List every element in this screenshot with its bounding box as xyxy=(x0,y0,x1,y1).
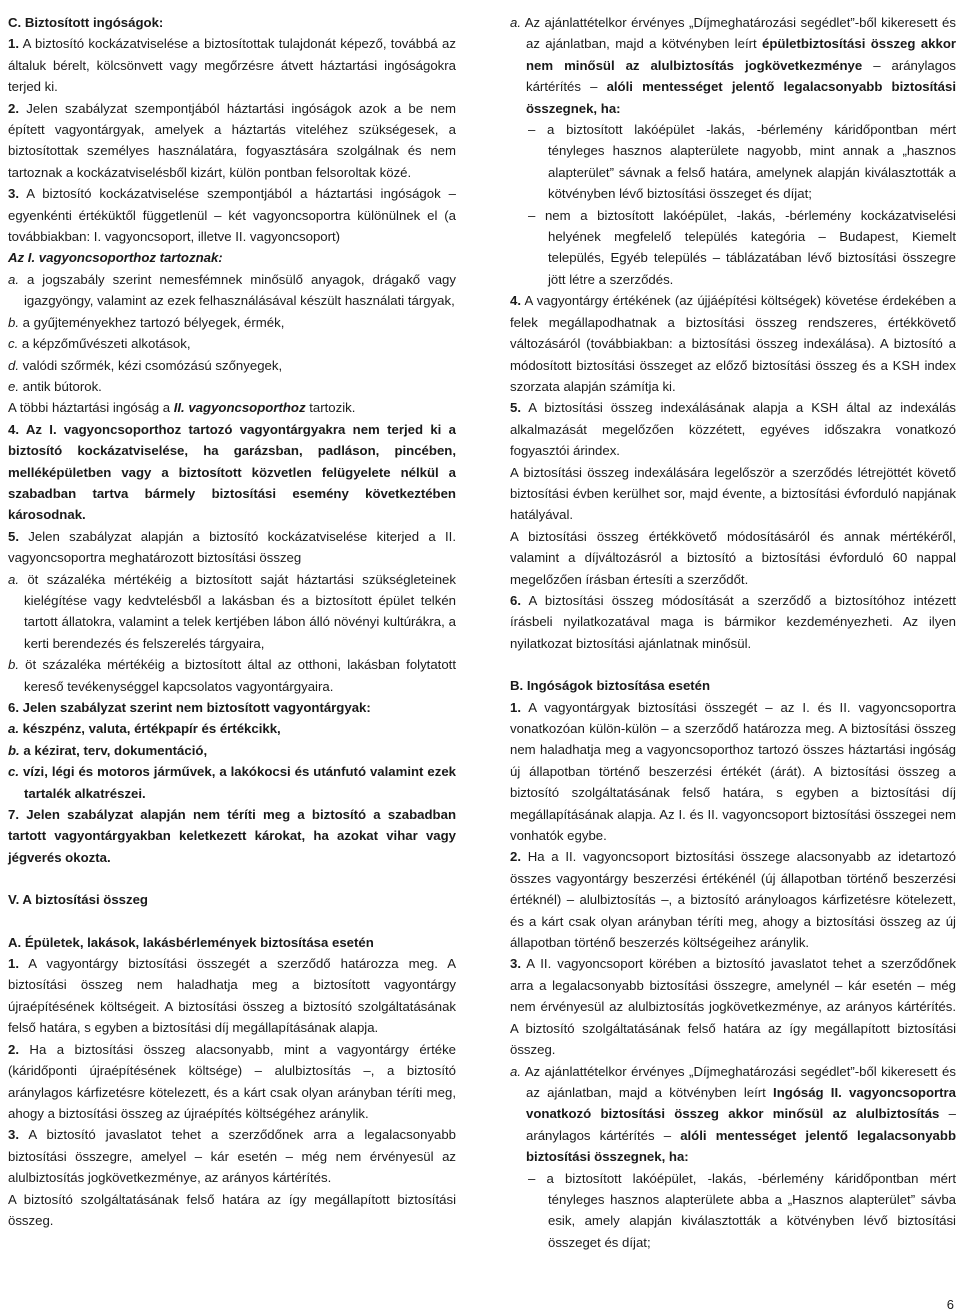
paragraph xyxy=(510,205,956,291)
paragraph xyxy=(8,697,456,718)
paragraph xyxy=(510,119,956,205)
text-run: 2. xyxy=(8,1041,19,1057)
text-run: 1. xyxy=(510,699,521,715)
paragraph xyxy=(510,462,956,526)
paragraph xyxy=(510,846,956,953)
text-run: a képzőművészeti alkotások, xyxy=(18,336,191,352)
paragraph xyxy=(8,953,456,1039)
text-run: A biztosítási összeg indexálásának alapja a KSH által az indexálás alkalmazását megelőzően közzétett, egyéves időszakra vonatkozó fogyasztói árindex. xyxy=(510,400,956,459)
paragraph xyxy=(510,1061,956,1168)
text-run: Ingóság II. vagyoncsoportra vonatkozó biztosítási összeg akkor minősül az alulbiztosítás xyxy=(526,1084,956,1122)
text-run: C. Biztosított ingóságok: xyxy=(8,15,164,30)
left-column xyxy=(8,12,456,1231)
paragraph xyxy=(510,290,956,397)
paragraph xyxy=(8,183,456,247)
text-run: Az ajánlattételkor érvényes „Díjmeghatározási segédlet”-ből kikeresett és az ajánlatban, majd a kötvényben leírt xyxy=(521,15,956,52)
section-heading xyxy=(8,889,456,910)
page-number: 6 xyxy=(946,1297,954,1312)
paragraph xyxy=(8,526,456,569)
text-run: 2. xyxy=(510,849,521,865)
text-run: A többi háztartási ingóság a xyxy=(8,400,174,416)
text-run: 6. xyxy=(510,592,521,608)
text-run: antik bútorok. xyxy=(19,378,102,394)
paragraph xyxy=(8,1124,456,1188)
text-run: A biztosító kockázatviselése a biztosítottak tulajdonát képező, továbbá az általuk bérelt, kölcsönvett vagy megőrzésre átvett háztartási ingóságokra terjed ki. xyxy=(8,36,456,95)
text-run: vízi, légi és motoros járművek, a lakókocsi és utánfutó valamint ezek tartalék alkatrészei. xyxy=(19,764,456,801)
paragraph xyxy=(510,697,956,847)
text-run: 4. Az I. vagyoncsoporthoz tartozó vagyontárgyakra nem terjed ki a biztosító kockázatviselése, ha garázsban, padláson, pincében, melléképületben vagy a biztosított közvetlen felügyelete nélkül a szabadban tartva bármely biztosítási esemény következtében károsodnak. xyxy=(8,421,456,523)
text-run: 3. xyxy=(8,1127,19,1143)
text-run: c. xyxy=(8,764,19,780)
text-run: 5. xyxy=(510,400,521,416)
paragraph xyxy=(8,269,456,312)
paragraph xyxy=(8,376,456,397)
spacer xyxy=(510,654,956,675)
text-run: a. xyxy=(8,271,19,287)
text-run: A biztosítási összeg értékkövető módosításáról és annak mértékéről, valamint a díjváltozásról a biztosító a biztosítási évforduló 60 nappal megelőzően írásban értesíti a szerződőt. xyxy=(510,528,956,587)
text-run: A II. vagyoncsoport körében a biztosító javaslatot tehet a szerződőnek arra a legalacsonyabb biztosítási összegre, amelynél – kár esetén – még nem érvényesül az alulbiztosítás jogkövetkezménye, az arányos kártérítés. A biztosító szolgáltatásának felső határa az így megállapított biztosítási összeg. xyxy=(510,956,956,1058)
paragraph xyxy=(8,761,456,804)
paragraph xyxy=(510,1168,956,1254)
paragraph xyxy=(510,12,956,119)
text-run: alóli mentességet jelentő legalacsonyabb biztosítási összegnek, ha: xyxy=(526,79,956,116)
paragraph xyxy=(8,654,456,697)
text-run: 1. xyxy=(8,36,19,52)
text-run: Ha a II. vagyoncsoport biztosítási összege alacsonyabb az idetartozó összes vagyontárgy beszerzési értékénél (új állapotban történő beszerzési értéknél) – alulbiztosítás –, a biztosító arányloagos kárfizetésre kötelezett, és a kárt csak olyan arányban téríti meg, ahogy a biztosítási összeg az új állapotban történő beszerzés költségeihez aránylik. xyxy=(510,849,956,951)
text-run: 4. xyxy=(510,293,521,309)
spacer xyxy=(8,868,456,889)
text-run: – aránylagos kártérítés – xyxy=(526,1106,957,1143)
text-run: 3. xyxy=(510,956,521,972)
paragraph xyxy=(8,718,456,739)
text-run: c. xyxy=(8,336,19,352)
text-run: Az ajánlattételkor érvényes „Díjmeghatározási segédlet”-ből kikeresett és az ajánlatban, majd a kötvényben leírt xyxy=(521,1063,956,1100)
paragraph xyxy=(8,740,456,761)
text-run: – nem a biztosított lakóépület, -lakás, -bérlemény kockázatviselési helyének megfelelő település kategória – Budapest, Kiemelt település, Egyéb település – táblázatában lévő biztosítási összegre jött létre a szerződés. xyxy=(528,207,956,287)
text-run: – aránylagos kártérítés – xyxy=(526,57,956,95)
text-run: A vagyontárgyak biztosítási összegét – az I. és II. vagyoncsoportra vonatkozóan külön-külön – a szerződő határozza meg. A biztosítási összeg nem haladhatja meg a vagyoncsoporthoz tartozó összes háztartási ingóság új állapotban történő beszerzési értékét (árát). A biztosítási összeg a biztosító szolgáltatásának felső határa, s egyben a biztosítási díj megállapításának alapja. Az I. és II. vagyoncsoport biztosítási összegei nem vonhatók egybe. xyxy=(510,699,956,844)
paragraph xyxy=(8,419,456,526)
text-run: a kézirat, terv, dokumentáció, xyxy=(19,742,208,758)
text-run: A vagyontárgy biztosítási összegét a szerződő határozza meg. A biztosítási összeg nem haladhatja meg a biztosított vagyontárgy újraépítésének költségeit. A biztosítási összeg a biztosító szolgáltatásának felső határa, s egyben a biztosítási díj megállapításának alapja. xyxy=(8,956,456,1036)
section-heading xyxy=(8,12,456,33)
paragraph xyxy=(8,333,456,354)
paragraph xyxy=(8,1189,456,1232)
text-run: a. xyxy=(510,1063,521,1079)
paragraph xyxy=(8,355,456,376)
text-run: – a biztosított lakóépület -lakás, -bérlemény káridőpontban mért tényleges hasznos alapterülete nagyobb, mint annak a „hasznos alapterület” sávnak a felső határa, amelynek alapján kiválasztották a kötvényben lévő biztosítási összeget és díjat; xyxy=(528,122,956,202)
text-run: – a biztosított lakóépület, -lakás, -bérlemény káridőpontban mért tényleges hasznos alapterülete abba a „Hasznos alapterület” sávba esik, amely alapján kiválasztották a kötvényben lévő biztosítási összeget és díjat; xyxy=(528,1170,956,1250)
text-run: d. xyxy=(8,357,19,373)
paragraph xyxy=(510,526,956,590)
text-run: 3. xyxy=(8,186,19,202)
paragraph xyxy=(510,397,956,461)
text-run: Jelen szabályzat alapján a biztosító kockázatviselése kiterjed a II. vagyoncsoportra meghatározott biztosítási összeg xyxy=(8,528,456,566)
text-run: 6. Jelen szabályzat szerint nem biztosított vagyontárgyak: xyxy=(8,700,371,715)
text-run: b. xyxy=(8,657,19,673)
text-run: Jelen szabályzat szempontjából háztartási ingóságok azok a be nem épített vagyontárgyak, amelyek a háztartás viteléhez szükségesek, a biztosítottak személyes használatára, fogyasztására szolgálnak és nem tartoznak a kockázatviselésből kizárt, külön pontban felsoroltak közé. xyxy=(8,100,456,180)
text-run: 2. xyxy=(8,100,19,116)
text-run: A biztosító javaslatot tehet a szerződőnek arra a legalacsonyabb biztosítási összegre, amelyel – kár esetén – még nem érvényesül az alulbiztosítás jogkövetkezménye, az arányos kártérítés. xyxy=(8,1127,456,1186)
spacer xyxy=(8,911,456,932)
text-run: b. xyxy=(8,742,20,758)
text-run: A. Épületek, lakások, lakásbérlemények biztosítása esetén xyxy=(8,934,374,950)
paragraph xyxy=(8,569,456,655)
text-run: 1. xyxy=(8,956,19,972)
text-run: készpénz, valuta, értékpapír és értékcikk, xyxy=(19,721,281,737)
text-run: a. xyxy=(8,571,19,587)
section-heading xyxy=(8,932,456,953)
paragraph xyxy=(8,33,456,97)
section-heading xyxy=(8,247,456,268)
paragraph xyxy=(510,953,956,1060)
text-run: 7. Jelen szabályzat alapján nem téríti meg a biztosító a szabadban tartott vagyontárgyakban keletkezett károkat, ha azokat vihar vagy jégverés okozta. xyxy=(8,807,456,865)
text-run: B. Ingóságok biztosítása esetén xyxy=(510,678,711,694)
text-run: Ha a biztosítási összeg alacsonyabb, mint a vagyontárgy értéke (káridőponti újraépítésének költsége) – alulbiztosítás –, a biztosító aránylagos kárfizetésre kötelezett, és a kárt csak olyan arányban téríti meg, ahogy a biztosítási összeg az újraépítés költségéhez aránylik. xyxy=(8,1041,456,1121)
right-column xyxy=(510,12,956,1253)
text-run: tartozik. xyxy=(305,400,356,416)
text-run: a. xyxy=(510,15,521,30)
text-run: épületbiztosítási összeg akkor nem minősül az alulbiztosítás jogkövetkezménye xyxy=(526,36,957,73)
text-run: öt százaléka mértékéig a biztosított saját háztartási szükségleteinek kielégítése vagy kedvtelésből a lakásban és a biztosított épület telkén tartott állatokra, valamint a telek kertjében lábon álló növényi kultúrákra, a kerti berendezés és felszerelés tárgyaira, xyxy=(19,571,456,651)
text-run: e. xyxy=(8,378,19,394)
text-run: V. A biztosítási összeg xyxy=(8,892,148,908)
text-run: alóli mentességet jelentő legalacsonyabb biztosítási összegnek, ha: xyxy=(526,1127,956,1165)
section-heading xyxy=(510,675,956,696)
text-run: valódi szőrmék, kézi csomózású szőnyegek, xyxy=(19,357,283,373)
text-run: a gyűjteményekhez tartozó bélyegek, érmék, xyxy=(19,314,285,330)
text-run: öt százaléka mértékéig a biztosított által az otthoni, lakásban folytatott kereső tevékenységgel kapcsolatos vagyontárgyaira. xyxy=(19,657,456,694)
paragraph xyxy=(8,312,456,333)
text-run: A biztosítási összeg módosítását a szerződő a biztosítóhoz intézett írásbeli nyilatkozatával maga is bármikor kezdeményezheti. Az ilyen nyilatkozat biztosítási ajánlatnak minősül. xyxy=(510,592,956,651)
text-run: a. xyxy=(8,721,19,737)
text-run: Az I. vagyoncsoporthoz tartoznak: xyxy=(8,250,223,266)
text-run: A biztosító kockázatviselése szempontjából a háztartási ingóságok – egyenkénti értéküktől függetlenül – két vagyoncsoportra különülnek el (a továbbiakban: I. vagyoncsoport, illetve II. vagyoncsoport) xyxy=(8,186,456,245)
paragraph xyxy=(510,590,956,654)
paragraph xyxy=(8,804,456,868)
text-run: 5. xyxy=(8,528,19,544)
text-run: a jogszabály szerint nemesfémnek minősülő anyagok, drágakő vagy igazgyöngy, valamint az ezek felhasználásával készült használati tárgyak, xyxy=(19,271,456,309)
text-run: A biztosító szolgáltatásának felső határa az így megállapított biztosítási összeg. xyxy=(8,1191,456,1228)
text-run: b. xyxy=(8,314,19,330)
text-run: A biztosítási összeg indexálására legelőször a szerződés létrejöttét követő biztosítási évben kerülhet sor, majd évente, a biztosítási évforduló napjának hatályával. xyxy=(510,464,956,523)
paragraph xyxy=(8,98,456,184)
paragraph xyxy=(8,397,456,418)
text-run: II. vagyoncsoporthoz xyxy=(173,400,306,416)
paragraph xyxy=(8,1039,456,1125)
text-run: A vagyontárgy értékének (az újjáépítési költségek) követése érdekében a felek megállapodhatnak a biztosítási összeg rendszeres, értékkövető változásáról (továbbiakban: a biztosítási összeg indexálása). A biztosító a módosított biztosítási összeget az előző biztosítási összeg és a KSH index szorzata alapján számítja ki. xyxy=(510,293,956,394)
